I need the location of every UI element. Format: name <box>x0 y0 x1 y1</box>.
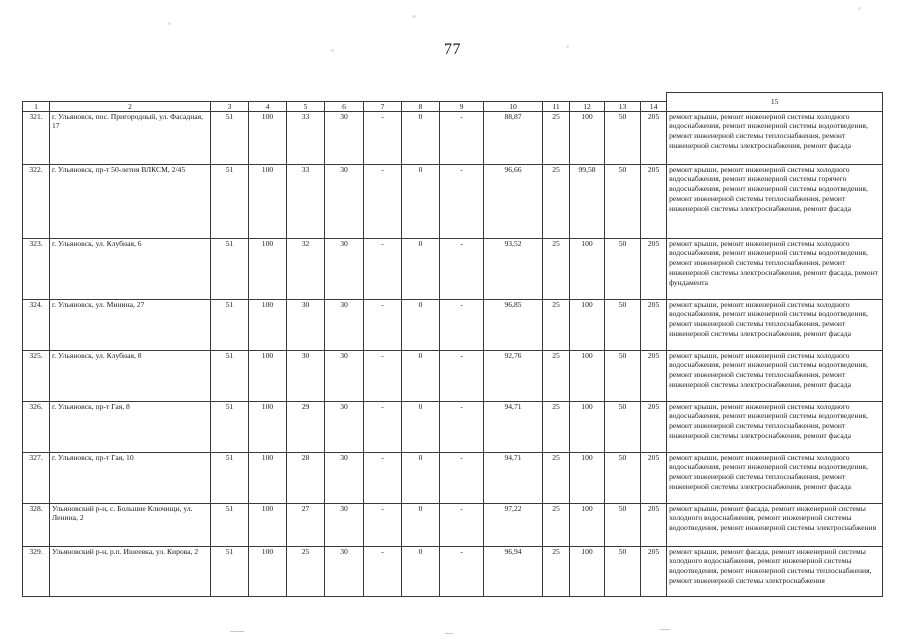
row-number: 326. <box>23 401 50 452</box>
cell-col3: 51 <box>211 546 249 596</box>
cell-col13: 50 <box>605 546 641 596</box>
cell-col7: - <box>364 299 402 350</box>
page-number: 77 <box>444 41 461 58</box>
cell-col10: 96,85 <box>484 299 543 350</box>
row-address: г. Ульяновск, ул. Клубная, 8 <box>50 350 211 401</box>
header-cell-13: 13 <box>605 101 641 111</box>
cell-col4: 100 <box>249 401 287 452</box>
row-number: 327. <box>23 452 50 503</box>
cell-col3: 51 <box>211 111 249 164</box>
row-works: ремонт крыши, ремонт инженерной системы холодного водоснабжения, ремонт инженерной системы водоотведения, ремонт инженерной системы теплоснабжения, ремонт инженерной системы электроснабжения, ремонт фасада <box>667 401 883 452</box>
cell-col12: 100 <box>570 546 605 596</box>
table-row <box>23 350 883 401</box>
cell-col5: 28 <box>287 452 325 503</box>
cell-col12: 100 <box>570 299 605 350</box>
row-address: Ульяновский р-н, с. Большие Ключищи, ул. Ленина, 2 <box>50 503 211 546</box>
cell-col11: 25 <box>543 546 570 596</box>
header-cell-9: 9 <box>440 101 484 111</box>
row-works: ремонт крыши, ремонт инженерной системы холодного водоснабжения, ремонт инженерной системы водоотведения, ремонт инженерной системы теплоснабжения, ремонт инженерной системы электроснабжения, ремонт фасада <box>667 350 883 401</box>
table-row <box>23 452 883 503</box>
table-row <box>23 299 883 350</box>
cell-col9: - <box>440 111 484 164</box>
cell-col9: - <box>440 299 484 350</box>
cell-col4: 100 <box>249 299 287 350</box>
cell-col9: - <box>440 503 484 546</box>
header-cell-12: 12 <box>570 101 605 111</box>
cell-col10: 92,76 <box>484 350 543 401</box>
cell-col11: 25 <box>543 299 570 350</box>
cell-col13: 50 <box>605 238 641 299</box>
cell-col10: 93,52 <box>484 238 543 299</box>
cell-col7: - <box>364 350 402 401</box>
row-works: ремонт крыши, ремонт инженерной системы холодного водоснабжения, ремонт инженерной системы горячего водоснабжения, ремонт инженерной системы водоотведения, ремонт инженерной системы теплоснабжения, ремонт инженерной системы электроснабжения, ремонт фасада <box>667 164 883 238</box>
scan-speck <box>331 49 334 52</box>
cell-col9: - <box>440 164 484 238</box>
cell-col3: 51 <box>211 503 249 546</box>
cell-col14: 205 <box>641 401 667 452</box>
cell-col13: 50 <box>605 452 641 503</box>
cell-col7: - <box>364 503 402 546</box>
cell-col4: 100 <box>249 350 287 401</box>
cell-col12: 100 <box>570 238 605 299</box>
table-row <box>23 164 883 238</box>
scan-mark <box>445 633 453 634</box>
cell-col6: 30 <box>325 350 364 401</box>
header-cell-8: 8 <box>402 101 440 111</box>
header-cell-5: 5 <box>287 101 325 111</box>
header-cell-15: 15 <box>667 93 883 112</box>
cell-col4: 100 <box>249 238 287 299</box>
cell-col11: 25 <box>543 238 570 299</box>
row-address: г. Ульяновск, пос. Пригородный, ул. Фасадная, 17 <box>50 111 211 164</box>
cell-col9: - <box>440 546 484 596</box>
cell-col3: 51 <box>211 238 249 299</box>
scan-mark <box>230 631 244 632</box>
cell-col12: 100 <box>570 401 605 452</box>
row-address: г. Ульяновск, ул. Минина, 27 <box>50 299 211 350</box>
row-address: г. Ульяновск, ул. Клубная, 6 <box>50 238 211 299</box>
cell-col5: 33 <box>287 111 325 164</box>
cell-col10: 94,71 <box>484 401 543 452</box>
cell-col13: 50 <box>605 111 641 164</box>
cell-col5: 27 <box>287 503 325 546</box>
cell-col4: 100 <box>249 111 287 164</box>
cell-col13: 50 <box>605 299 641 350</box>
cell-col8: 0 <box>402 503 440 546</box>
cell-col6: 30 <box>325 299 364 350</box>
cell-col3: 51 <box>211 164 249 238</box>
table-row <box>23 546 883 596</box>
cell-col14: 205 <box>641 238 667 299</box>
cell-col7: - <box>364 164 402 238</box>
row-address: г. Ульяновск, пр-т Гая, 10 <box>50 452 211 503</box>
cell-col12: 100 <box>570 111 605 164</box>
cell-col12: 99,58 <box>570 164 605 238</box>
cell-col6: 30 <box>325 238 364 299</box>
cell-col4: 100 <box>249 503 287 546</box>
row-number: 325. <box>23 350 50 401</box>
header-cell-14: 14 <box>641 101 667 111</box>
cell-col11: 25 <box>543 401 570 452</box>
cell-col8: 0 <box>402 238 440 299</box>
cell-col11: 25 <box>543 350 570 401</box>
cell-col13: 50 <box>605 401 641 452</box>
cell-col9: - <box>440 401 484 452</box>
cell-col3: 51 <box>211 401 249 452</box>
cell-col10: 96,66 <box>484 164 543 238</box>
cell-col10: 94,71 <box>484 452 543 503</box>
cell-col11: 25 <box>543 111 570 164</box>
cell-col11: 25 <box>543 452 570 503</box>
cell-col4: 100 <box>249 452 287 503</box>
cell-col6: 30 <box>325 452 364 503</box>
cell-col7: - <box>364 401 402 452</box>
cell-col8: 0 <box>402 452 440 503</box>
row-number: 324. <box>23 299 50 350</box>
repair-register-table <box>22 92 883 597</box>
cell-col6: 30 <box>325 546 364 596</box>
cell-col12: 100 <box>570 503 605 546</box>
header-cell-10: 10 <box>484 101 543 111</box>
row-works: ремонт крыши, ремонт фасада, ремонт инженерной системы холодного водоснабжения, ремонт инженерной системы водоотведения, ремонт инженерной системы электроснабжения <box>667 503 883 546</box>
row-number: 322. <box>23 164 50 238</box>
cell-col7: - <box>364 546 402 596</box>
row-works: ремонт крыши, ремонт инженерной системы холодного водоснабжения, ремонт инженерной системы водоотведения, ремонт инженерной системы теплоснабжения, ремонт инженерной системы электроснабжения, ремонт фасада <box>667 111 883 164</box>
cell-col11: 25 <box>543 164 570 238</box>
cell-col11: 25 <box>543 503 570 546</box>
cell-col5: 30 <box>287 350 325 401</box>
row-number: 323. <box>23 238 50 299</box>
cell-col4: 100 <box>249 164 287 238</box>
cell-col14: 205 <box>641 452 667 503</box>
scan-mark <box>660 629 670 630</box>
cell-col13: 50 <box>605 164 641 238</box>
table-row <box>23 238 883 299</box>
header-cell-3: 3 <box>211 101 249 111</box>
row-works: ремонт крыши, ремонт инженерной системы холодного водоснабжения, ремонт инженерной системы водоотведения, ремонт инженерной системы теплоснабжения, ремонт инженерной системы электроснабжения, ремонт фасада <box>667 452 883 503</box>
cell-col12: 100 <box>570 452 605 503</box>
cell-col5: 32 <box>287 238 325 299</box>
row-address: Ульяновский р-н, р.п. Ишеевка, ул. Кирова, 2 <box>50 546 211 596</box>
cell-col9: - <box>440 350 484 401</box>
cell-col13: 50 <box>605 350 641 401</box>
scan-speck <box>412 15 416 18</box>
header-cell-1: 1 <box>23 101 50 111</box>
cell-col8: 0 <box>402 299 440 350</box>
cell-col6: 30 <box>325 401 364 452</box>
cell-col14: 205 <box>641 503 667 546</box>
cell-col7: - <box>364 111 402 164</box>
header-spacer-row <box>23 93 883 102</box>
cell-col8: 0 <box>402 401 440 452</box>
table-row <box>23 503 883 546</box>
row-number: 321. <box>23 111 50 164</box>
header-cell-6: 6 <box>325 101 364 111</box>
cell-col5: 29 <box>287 401 325 452</box>
row-address: г. Ульяновск, пр-т Гая, 8 <box>50 401 211 452</box>
row-address: г. Ульяновск, пр-т 50-летия ВЛКСМ, 2/45 <box>50 164 211 238</box>
cell-col10: 88,87 <box>484 111 543 164</box>
cell-col13: 50 <box>605 503 641 546</box>
cell-col8: 0 <box>402 546 440 596</box>
cell-col5: 25 <box>287 546 325 596</box>
cell-col14: 205 <box>641 546 667 596</box>
row-works: ремонт крыши, ремонт инженерной системы холодного водоснабжения, ремонт инженерной системы водоотведения, ремонт инженерной системы теплоснабжения, ремонт инженерной системы электроснабжения, ремонт фасада, ремонт фундамента <box>667 238 883 299</box>
cell-col10: 97,22 <box>484 503 543 546</box>
cell-col9: - <box>440 452 484 503</box>
cell-col5: 33 <box>287 164 325 238</box>
cell-col6: 30 <box>325 111 364 164</box>
cell-col8: 0 <box>402 350 440 401</box>
cell-col3: 51 <box>211 452 249 503</box>
scan-speck <box>566 45 569 48</box>
header-spacer-cell <box>23 93 667 102</box>
table-row <box>23 111 883 164</box>
cell-col3: 51 <box>211 299 249 350</box>
cell-col14: 205 <box>641 111 667 164</box>
cell-col6: 30 <box>325 164 364 238</box>
cell-col14: 205 <box>641 299 667 350</box>
scan-speck <box>858 7 861 10</box>
cell-col3: 51 <box>211 350 249 401</box>
header-cell-11: 11 <box>543 101 570 111</box>
row-number: 328. <box>23 503 50 546</box>
cell-col10: 96,94 <box>484 546 543 596</box>
scan-speck <box>168 22 171 25</box>
row-number: 329. <box>23 546 50 596</box>
header-cell-2: 2 <box>50 101 211 111</box>
cell-col8: 0 <box>402 164 440 238</box>
cell-col7: - <box>364 238 402 299</box>
table-row <box>23 401 883 452</box>
row-works: ремонт крыши, ремонт фасада, ремонт инженерной системы холодного водоснабжения, ремонт инженерной системы водоотведения, ремонт инженерной системы теплоснабжения, ремонт инженерной системы электроснабжения <box>667 546 883 596</box>
cell-col8: 0 <box>402 111 440 164</box>
cell-col9: - <box>440 238 484 299</box>
row-works: ремонт крыши, ремонт инженерной системы холодного водоснабжения, ремонт инженерной системы водоотведения, ремонт инженерной системы теплоснабжения, ремонт инженерной системы электроснабжения, ремонт фасада <box>667 299 883 350</box>
cell-col4: 100 <box>249 546 287 596</box>
cell-col14: 205 <box>641 164 667 238</box>
header-cell-7: 7 <box>364 101 402 111</box>
cell-col5: 30 <box>287 299 325 350</box>
cell-col6: 30 <box>325 503 364 546</box>
header-cell-4: 4 <box>249 101 287 111</box>
cell-col7: - <box>364 452 402 503</box>
cell-col14: 205 <box>641 350 667 401</box>
cell-col12: 100 <box>570 350 605 401</box>
